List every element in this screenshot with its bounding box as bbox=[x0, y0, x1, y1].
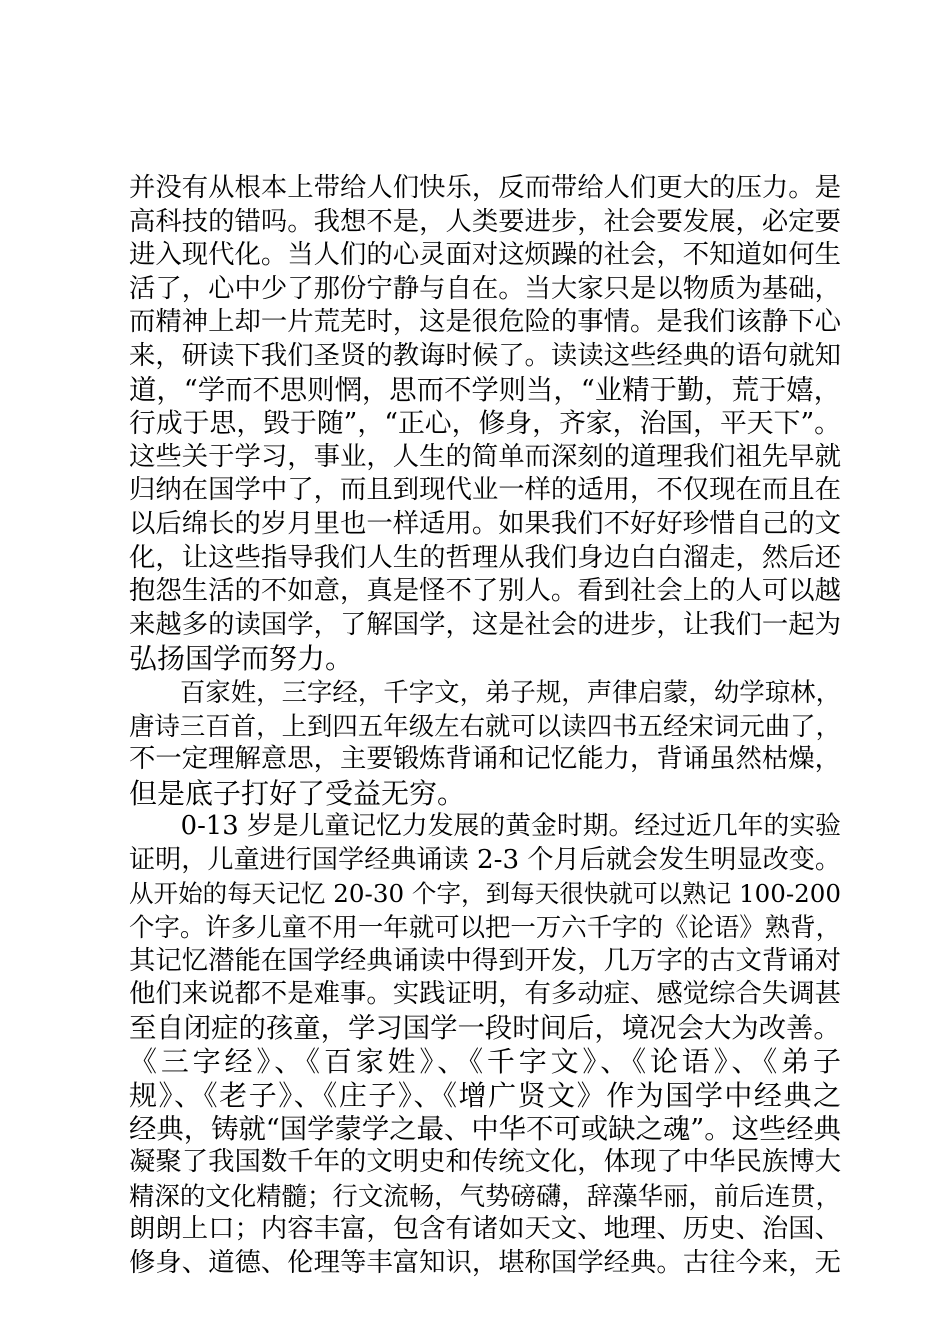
text-line: 道，“学而不思则惘，思而不学则当，“业精于勤，荒于嬉， bbox=[129, 374, 841, 406]
text-line: 《三字经》、《百家姓》、《千字文》、《论语》、《弟子 bbox=[129, 1045, 841, 1079]
text-line: 从开始的每天记忆 20-30 个字，到每天很快就可以熟记 100-200 bbox=[129, 879, 841, 909]
text-line: 经典，铸就“国学蒙学之最、中华不可或缺之魂”。这些经典 bbox=[129, 1113, 841, 1145]
text-line: 来，研读下我们圣贤的教诲时候了。读读这些经典的语句就知 bbox=[129, 340, 841, 371]
text-line: 不一定理解意思，主要锻炼背诵和记忆能力，背诵虽然枯燥， bbox=[129, 744, 841, 775]
text-line: 0-13 岁是儿童记忆力发展的黄金时期。经过近几年的实验 bbox=[129, 811, 841, 842]
text-line: 个字。许多儿童不用一年就可以把一万六千字的《论语》熟背， bbox=[129, 912, 841, 943]
text-line: 但是底子打好了受益无穷。 bbox=[129, 776, 466, 810]
document-body bbox=[129, 172, 841, 1281]
text-line: 朗朗上口；内容丰富，包含有诸如天文、地理、历史、治国、 bbox=[129, 1214, 841, 1245]
text-line: 规》、《老子》、《庄子》、《增广贤文》作为国学中经典之 bbox=[129, 1079, 841, 1113]
text-line: 其记忆潜能在国学经典诵读中得到开发，几万字的古文背诵对 bbox=[129, 945, 841, 976]
paragraph-1 bbox=[129, 172, 841, 676]
text-line: 并没有从根本上带给人们快乐，反而带给人们更大的压力。是 bbox=[129, 173, 841, 203]
text-line: 活了，心中少了那份宁静与自在。当大家只是以物质为基础， bbox=[129, 273, 841, 304]
text-line: 高科技的错吗。我想不是，人类要进步，社会要发展，必定要 bbox=[129, 206, 841, 237]
text-line: 进入现代化。当人们的心灵面对这烦躁的社会，不知道如何生 bbox=[129, 240, 841, 271]
paragraph-3 bbox=[129, 810, 841, 1280]
text-line: 化，让这些指导我们人生的哲理从我们身边白白溜走，然后还 bbox=[129, 542, 841, 573]
text-line: 而精神上却一片荒芜时，这是很危险的事情。是我们该静下心 bbox=[129, 307, 841, 338]
text-line: 行成于思，毁于随”，“正心，修身，齐家，治国，平天下”。 bbox=[129, 408, 841, 440]
text-line: 凝聚了我国数千年的文明史和传统文化，体现了中华民族博大 bbox=[129, 1147, 841, 1178]
text-line: 归纳在国学中了，而且到现代业一样的适用，不仅现在而且在 bbox=[129, 475, 841, 506]
text-line: 以后绵长的岁月里也一样适用。如果我们不好好珍惜自己的文 bbox=[129, 508, 841, 539]
text-line: 他们来说都不是难事。实践证明，有多动症、感觉综合失调甚 bbox=[129, 979, 841, 1010]
text-line: 修身、道德、伦理等丰富知识，堪称国学经典。古往今来，无 bbox=[129, 1248, 841, 1278]
text-line: 证明，儿童进行国学经典诵读 2-3 个月后就会发生明显改变。 bbox=[129, 844, 841, 875]
text-line: 百家姓，三字经，千字文，弟子规，声律启蒙，幼学琼林， bbox=[129, 676, 841, 707]
text-line: 来越多的读国学，了解国学，这是社会的进步，让我们一起为 bbox=[129, 609, 841, 640]
paragraph-2 bbox=[129, 676, 841, 810]
text-line: 这些关于学习，事业，人生的简单而深刻的道理我们祖先早就 bbox=[129, 441, 841, 472]
text-line: 唐诗三百首，上到四五年级左右就可以读四书五经宋词元曲了， bbox=[129, 710, 841, 741]
text-line: 抱怨生活的不如意，真是怪不了别人。看到社会上的人可以越 bbox=[129, 576, 841, 607]
text-line: 至自闭症的孩童，学习国学一段时间后，境况会大为改善。 bbox=[129, 1012, 841, 1044]
text-line: 弘扬国学而努力。 bbox=[129, 642, 354, 676]
text-line: 精深的文化精髓；行文流畅，气势磅礴，辞藻华丽，前后连贯， bbox=[129, 1180, 841, 1211]
